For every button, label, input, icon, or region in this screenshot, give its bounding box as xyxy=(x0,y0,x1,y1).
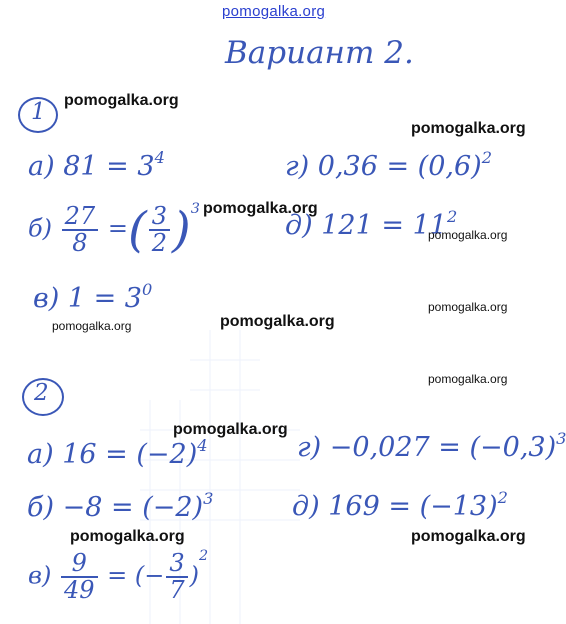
task-1c-expression: 1 = 3 xyxy=(67,283,142,314)
task-2c-fraction-right xyxy=(166,551,187,603)
task-1d-equation xyxy=(285,147,493,182)
task-1e-expression: 121 = 11 xyxy=(321,210,447,241)
watermark-7: pomogalka.org xyxy=(52,319,132,333)
task-2e-equation xyxy=(292,487,508,522)
task-2c-equation xyxy=(28,547,209,605)
watermark-10: pomogalka.org xyxy=(70,528,185,545)
task-1b-denominator-left: 8 xyxy=(72,229,88,258)
task-2c-denominator-left: 49 xyxy=(63,576,95,605)
task-2a-expression: 16 = (−2) xyxy=(62,439,198,470)
task-1a-exponent: 4 xyxy=(154,147,165,167)
task-1b-equation: б) $\frac{27}{8}$ =( $\frac{3}{2}$ )$^3$ xyxy=(28,200,200,259)
task-1e-exponent: 2 xyxy=(446,206,458,226)
variant-title: Вариант 2. xyxy=(225,35,414,71)
task-1b-numerator-right: 3 xyxy=(149,204,170,231)
task-2c-denominator-right: 7 xyxy=(169,576,185,605)
watermark-8: pomogalka.org xyxy=(428,372,508,386)
task-2-number: 2 xyxy=(34,380,49,406)
task-2d-equation xyxy=(297,428,566,463)
task-1c-exponent: 0 xyxy=(142,279,153,299)
task-1a-label: а) xyxy=(28,151,55,182)
watermark-6: pomogalka.org xyxy=(220,313,335,330)
task-1c-equation xyxy=(33,279,153,314)
watermark-2: pomogalka.org xyxy=(411,120,526,137)
task-2e-exponent: 2 xyxy=(497,487,508,507)
task-2c-label: в) xyxy=(28,561,52,590)
watermark-4: pomogalka.org xyxy=(428,228,508,242)
task-2a-equation xyxy=(27,435,208,470)
task-1e-label: д) xyxy=(285,210,313,241)
watermark-11: pomogalka.org xyxy=(411,528,526,545)
watermark-9: pomogalka.org xyxy=(173,421,288,438)
task-1a-equation xyxy=(28,147,165,182)
task-1b-numerator-left: 27 xyxy=(62,204,99,231)
task-1d-exponent: 2 xyxy=(481,147,493,167)
task-1b-exponent: 3 xyxy=(190,200,200,217)
task-2c-exponent: 2 xyxy=(199,547,209,564)
task-1a-expression: 81 = 3 xyxy=(63,151,155,182)
task-1d-label: г) xyxy=(285,151,310,182)
task-2b-expression: −8 = (−2) xyxy=(62,492,204,523)
task-2d-label: г) xyxy=(297,432,322,463)
task-2b-equation xyxy=(27,488,214,523)
task-2e-label: д) xyxy=(292,491,320,522)
task-2b-exponent: 3 xyxy=(203,488,214,508)
task-1b-denominator-right: 2 xyxy=(151,229,167,258)
task-2c-numerator-left: 9 xyxy=(61,551,98,578)
task-1b-fraction-left xyxy=(62,204,99,256)
task-2c-equals: = (− xyxy=(107,561,165,590)
task-1b-label: б) xyxy=(28,214,53,243)
task-1d-expression: 0,36 = (0,6) xyxy=(317,151,482,182)
watermark-3: pomogalka.org xyxy=(203,200,318,217)
task-2e-expression: 169 = (−13) xyxy=(328,491,498,522)
task-1-number: 1 xyxy=(31,99,46,125)
watermark-top-link[interactable]: pomogalka.org xyxy=(222,3,326,20)
task-2d-exponent: 3 xyxy=(556,428,566,448)
watermark-5: pomogalka.org xyxy=(428,300,508,314)
task-1b-equals: = xyxy=(107,214,128,243)
task-2c-close-paren: ) xyxy=(189,561,200,590)
task-2c-numerator-right: 3 xyxy=(166,551,187,578)
task-2a-label: а) xyxy=(27,439,54,470)
task-2d-expression: −0,027 = (−0,3) xyxy=(329,432,557,463)
watermark-1: pomogalka.org xyxy=(64,92,179,109)
task-1c-label: в) xyxy=(33,283,60,314)
task-2b-label: б) xyxy=(27,492,55,523)
task-2a-exponent: 4 xyxy=(197,435,208,455)
task-1b-fraction-right xyxy=(149,204,170,256)
task-2c-fraction-left xyxy=(61,551,98,603)
